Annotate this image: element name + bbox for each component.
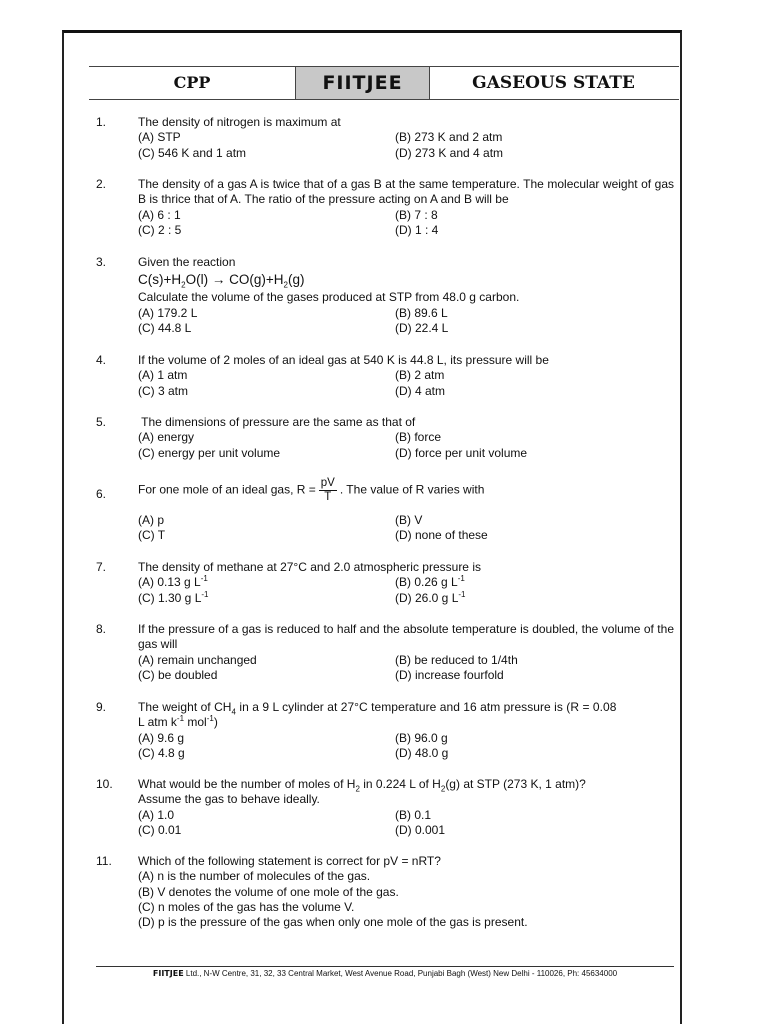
option-d: (D) 273 K and 4 atm (395, 145, 504, 160)
question-number: 10. (96, 777, 113, 791)
header-cpp-label: CPP (173, 73, 211, 92)
option-c: (C) T (138, 528, 166, 543)
option-c: (C) 0.01 (138, 822, 182, 837)
question-stem-2: Calculate the volume of the gases produced at STP from 48.0 g carbon. (138, 290, 520, 305)
option-c: (C) 3 atm (138, 383, 189, 398)
question-body (138, 353, 674, 399)
question-body (138, 177, 674, 238)
header-topic-title: GASEOUS STATE (472, 73, 635, 93)
option-d: (D) 22.4 L (395, 320, 449, 335)
option-b: (B) 7 : 8 (395, 207, 438, 222)
option-d: (D) force per unit volume (395, 445, 528, 460)
worksheet-header (89, 66, 679, 100)
question-number: 4. (96, 353, 107, 367)
option-b: (B) be reduced to 1/4th (395, 652, 518, 667)
question-body (138, 854, 674, 930)
header-brand-logo: FIITJEE (295, 67, 430, 99)
option-a: (A) 179.2 L (138, 305, 198, 320)
question-number: 3. (96, 255, 107, 269)
option-b: (B) 0.26 g $L^{-1}$ (395, 574, 465, 590)
option-d: (D) 1 : 4 (395, 222, 439, 237)
question-body (138, 115, 674, 161)
question-stem: Given the reaction (138, 255, 236, 269)
question-stem-2: Assume the gas to behave ideally. (138, 792, 320, 807)
option-b: (B) 96.0 g (395, 730, 448, 745)
question-stem: The density of methane at 27°C and 2.0 atmospheric pressure is (138, 560, 481, 574)
option-a: (A) 1.0 (138, 807, 175, 822)
question-number: 2. (96, 177, 107, 191)
option-c: (C) 1.30 g $L^{-1}$ (138, 589, 209, 605)
option-a: (A) p (138, 513, 165, 527)
question-body (138, 415, 674, 461)
option-d: (D) p is the pressure of the gas when only one mole of the gas is present. (138, 915, 528, 930)
option-a: (A) 9.6 g (138, 730, 185, 745)
option-a: (A) remain unchanged (138, 652, 257, 667)
option-d: (D) increase fourfold (395, 667, 504, 682)
question-body (138, 622, 674, 683)
option-c: (C) 4.8 g (138, 745, 185, 760)
question-stem: The density of a gas A is twice that of a gas B at the same temperature. The molecular weight of gas B is thrice that of A. The ratio of the pressure acting on A and B will be (138, 177, 674, 207)
option-a: (A) n is the number of molecules of the gas. (138, 869, 371, 884)
question-stem: If the pressure of a gas is reduced to half and the absolute temperature is doubled, the volume of the gas will (138, 622, 674, 652)
footer-text: Ltd., N-W Centre, 31, 32, 33 Central Market, West Avenue Road, Punjabi Bagh (West) New Delhi - 110026, Ph: 45634000 (183, 969, 618, 978)
option-a: (A) 0.13 g $L^{-1}$ (138, 574, 208, 590)
question-body (138, 777, 674, 838)
pv-over-t-fraction: $\frac{pV}{T}$ (320, 477, 335, 503)
option-c: (C) 2 : 5 (138, 222, 182, 237)
question-body (138, 477, 674, 544)
option-b: (B) V denotes the volume of one mole of the gas. (138, 884, 399, 899)
question-number: 6. (96, 487, 107, 501)
question-number: 1. (96, 115, 107, 129)
question-number: 9. (96, 700, 107, 714)
question-stem: The density of nitrogen is maximum at (138, 115, 341, 129)
question-stem: Which of the following statement is correct for pV = nRT? (138, 854, 441, 868)
option-d: (D) none of these (395, 528, 488, 543)
option-b: (B) 273 K and 2 atm (395, 130, 503, 145)
option-c: (C) energy per unit volume (138, 445, 281, 460)
question-stem: What would be the number of moles of $H_2$ in 0.224 L of $H_2(g)$ at STP (273 K, 1 atm)? (138, 777, 586, 794)
question-number: 8. (96, 622, 107, 636)
reaction-arrow-icon: → (211, 272, 226, 288)
footer-divider (96, 966, 674, 967)
option-c: (C) 44.8 L (138, 320, 192, 335)
option-b: (B) force (395, 430, 442, 445)
option-c: (C) n moles of the gas has the volume V. (138, 899, 355, 914)
footer-brand-logo: FIITJEE (152, 969, 184, 978)
option-a: (A) 1 atm (138, 368, 188, 383)
option-c: (C) 546 K and 1 atm (138, 145, 247, 160)
question-stem: For one mole of an ideal gas, R = $\frac{pV}{T}$ . The value of R varies with (138, 477, 485, 503)
reaction-equation: $C(s)+H_2O(l) \to CO(g)+H_2(g)$ (138, 272, 305, 290)
option-d: (D) 26.0 g $L^{-1}$ (395, 589, 466, 605)
option-d: (D) 0.001 (395, 822, 446, 837)
option-b: (B) 0.1 (395, 807, 432, 822)
question-body (138, 700, 674, 761)
footer-address (96, 969, 674, 978)
option-b: (B) 89.6 L (395, 305, 448, 320)
question-body (138, 255, 674, 336)
option-a: (A) STP (138, 130, 181, 145)
question-body (138, 560, 674, 606)
question-number: 5. (96, 415, 107, 429)
option-d: (D) 48.0 g (395, 745, 449, 760)
option-d: (D) 4 atm (395, 383, 446, 398)
question-stem: The dimensions of pressure are the same as that of (138, 415, 416, 429)
option-a: (A) energy (138, 430, 195, 445)
question-number: 11. (96, 854, 112, 868)
option-c: (C) be doubled (138, 667, 218, 682)
question-stem: If the volume of 2 moles of an ideal gas at 540 K is 44.8 L, its pressure will be (138, 353, 549, 367)
question-stem-continued: L atm $k^{-1}$ mol$^{-1}$) (138, 714, 218, 730)
question-stem: The weight of $CH_4$ in a 9 L cylinder at 27°C temperature and 16 atm pressure is (R = 0.08 (138, 700, 617, 717)
option-b: (B) 2 atm (395, 368, 445, 383)
option-b: (B) V (395, 513, 423, 527)
question-number: 7. (96, 560, 107, 574)
option-a: (A) 6 : 1 (138, 207, 181, 222)
